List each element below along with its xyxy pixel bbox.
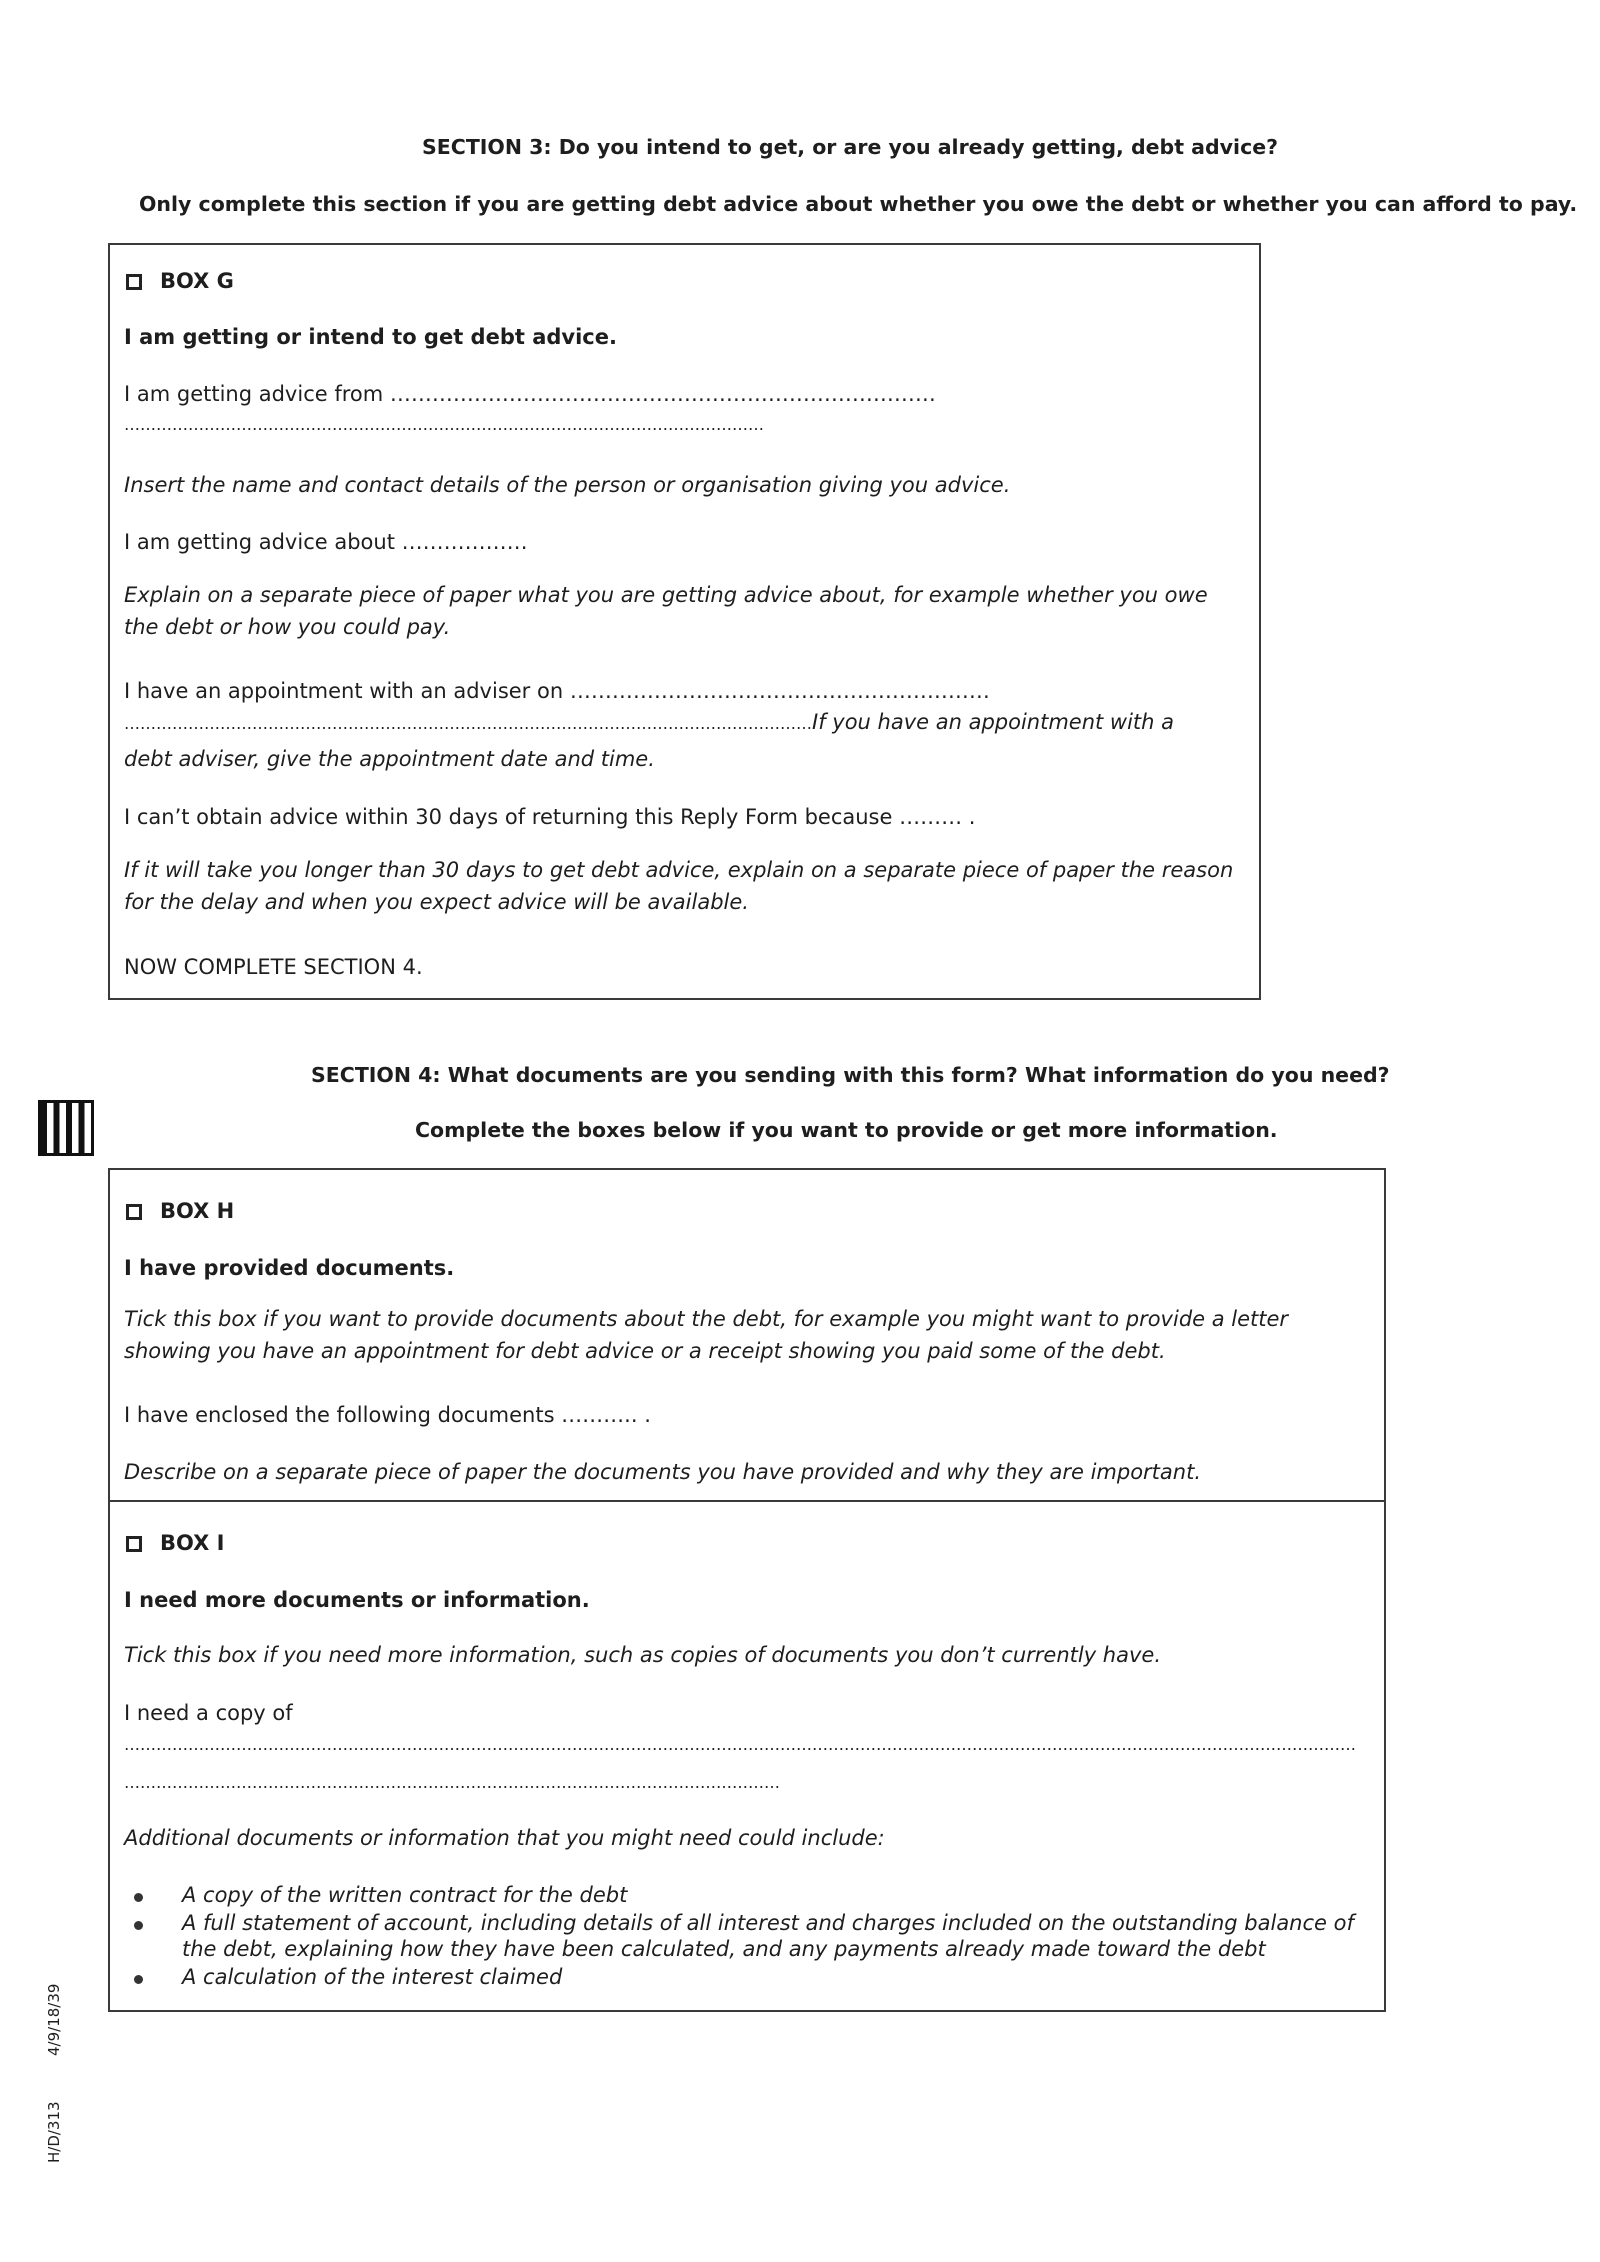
box-h-i-container	[108, 1168, 1386, 2012]
describe-documents-note: Describe on a separate piece of paper the documents you have provided and why they are important.	[124, 1460, 1201, 1484]
list-item: A copy of the written contract for the debt	[124, 1882, 1364, 1908]
section-4-heading: SECTION 4: What documents are you sending with this form? What information do you need?	[311, 1063, 1390, 1087]
box-g	[108, 243, 1261, 1000]
additional-documents-list	[124, 1882, 1364, 1992]
advice-from-note: Insert the name and contact details of the person or organisation giving you advice.	[124, 473, 1011, 497]
appointment-note-end: debt adviser, give the appointment date and time.	[124, 747, 655, 771]
appointment-note-start: If you have an appointment with a	[812, 710, 1175, 734]
need-copy-field-continued[interactable]: ……………………………………………………………………………………………………………	[124, 1773, 780, 1792]
box-g-label: BOX G	[160, 269, 234, 293]
side-reference-code: H/D/313	[45, 2101, 63, 2163]
enclosed-documents-field[interactable]: I have enclosed the following documents ……….. .	[124, 1403, 651, 1427]
list-item: A calculation of the interest claimed	[124, 1964, 1364, 1990]
need-copy-field[interactable]: ……………………………………………………………………………………………………………………………………………………………………………………………………………	[124, 1735, 1356, 1754]
box-i-header	[126, 1531, 224, 1556]
box-i-title: I need more documents or information.	[124, 1588, 590, 1612]
box-h-title: I have provided documents.	[124, 1256, 455, 1280]
section-3-subheading: Only complete this section if you are getting debt advice about whether you owe the debt or whether you can afford to pay.	[139, 192, 1578, 216]
cant-obtain-note: If it will take you longer than 30 days to get debt advice, explain on a separate piece of paper the reason for the delay and when you expect advice will be available.	[124, 858, 1234, 914]
section-3-heading: SECTION 3: Do you intend to get, or are you already getting, debt advice?	[422, 135, 1279, 159]
next-section-instruction: NOW COMPLETE SECTION 4.	[124, 955, 423, 979]
advice-from-field[interactable]: I am getting advice from ……………………………………………………………………	[124, 382, 936, 406]
advice-from-field-continued[interactable]: …………………………………………………………………………………………………………	[124, 415, 764, 434]
need-copy-label: I need a copy of	[124, 1701, 293, 1725]
box-h-i-divider	[110, 1500, 1384, 1502]
box-h-note: Tick this box if you want to provide documents about the debt, for example you might want to provide a letter showing you have an appointment for debt advice or a receipt showing you paid some of the debt.	[124, 1307, 1289, 1363]
additional-documents-note: Additional documents or information that you might need could include:	[124, 1826, 885, 1850]
box-i-label: BOX I	[160, 1531, 225, 1555]
box-g-header	[126, 269, 234, 294]
advice-about-field[interactable]: I am getting advice about ………………	[124, 530, 528, 554]
advice-about-note: Explain on a separate piece of paper what you are getting advice about, for example whether you owe the debt or how you could pay.	[124, 583, 1208, 639]
barcode-icon	[38, 1100, 94, 1156]
box-g-title: I am getting or intend to get debt advice.	[124, 325, 617, 349]
list-item: A full statement of account, including details of all interest and charges included on the outstanding balance of the debt, explaining how they have been calculated, and any payments already made toward the debt	[124, 1910, 1364, 1962]
appointment-field[interactable]: I have an appointment with an adviser on ……………………………………………………	[124, 679, 990, 703]
box-g-checkbox[interactable]	[126, 274, 142, 290]
box-h-header	[126, 1199, 234, 1224]
cant-obtain-field[interactable]: I can’t obtain advice within 30 days of returning this Reply Form because ……… .	[124, 805, 976, 829]
box-h-checkbox[interactable]	[126, 1204, 142, 1220]
appointment-dots[interactable]: …………………………………………………………………………………………………………………	[124, 714, 812, 733]
box-h-label: BOX H	[160, 1199, 235, 1223]
box-i-checkbox[interactable]	[126, 1536, 142, 1552]
side-reference-date: 4/9/18/39	[45, 1983, 63, 2056]
appointment-field-continued	[124, 710, 1174, 735]
box-i-note: Tick this box if you need more information, such as copies of documents you don’t currently have.	[124, 1643, 1161, 1667]
section-4-subheading: Complete the boxes below if you want to provide or get more information.	[415, 1118, 1278, 1142]
